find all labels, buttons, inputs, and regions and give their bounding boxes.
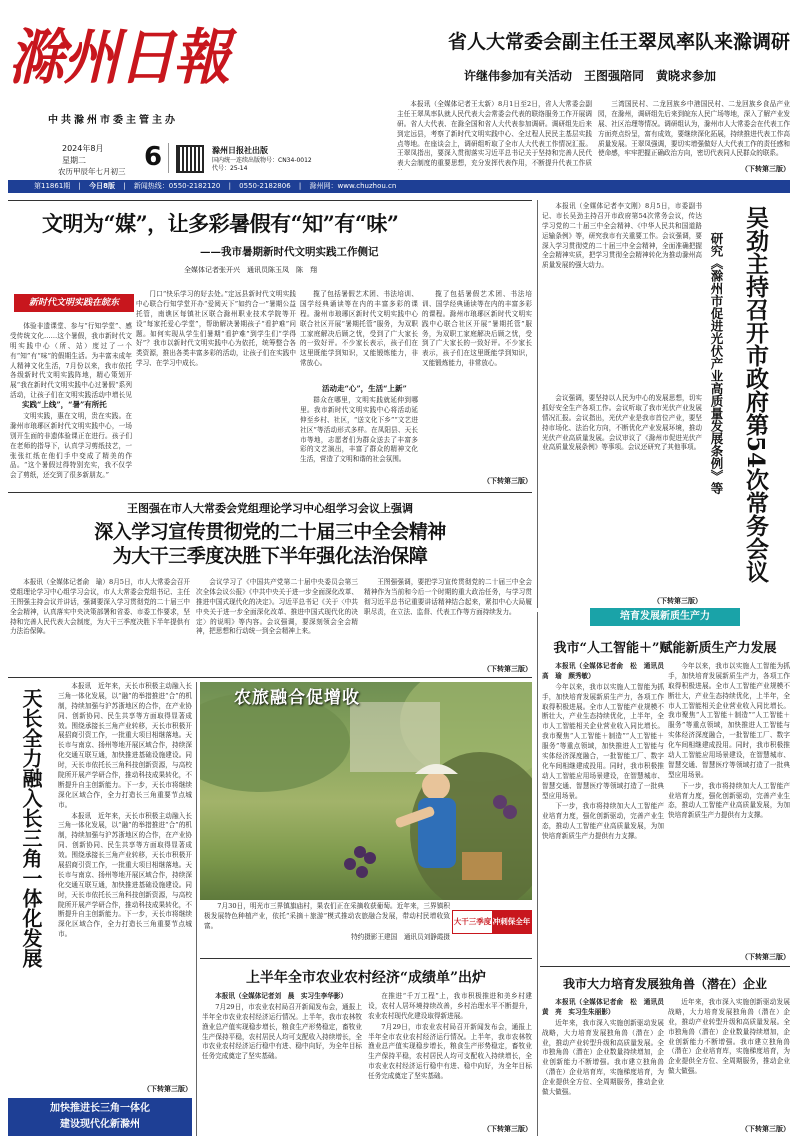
dujiao-col2: 近年来，我市深入实施创新驱动发展战略，大力培育发展独角兽（潜在）企业，推动产业转型升级和高质量发展。全市独角兽（潜在）企业数量持续增加，企业创新能力不断增强。我市建立独角兽（潜在）企业培育库，实施梯度培育，为企业提供全方位、全周期服务，推动企业做大做强。 xyxy=(668,998,790,1076)
agri-col1: 本报讯（全媒体记者刘 晨 实习生李华影） 7月29日，市农业农村局召开新闻发布会，通报上半年全市农业农村经济运行情况。上半年，我市农林牧渔业总产值实现稳步增长，粮食生产形势稳定，畜牧业生产保持平稳，农村居民人均可支配收入持续增长，全市农业农村经济运行稳中有进、稳中向好，为全年目标任务完成奠定了坚实基础。 xyxy=(202,992,362,1061)
tianchang-continued: （下转第三版） xyxy=(143,1084,192,1093)
page-count: 今日8版 xyxy=(89,182,115,190)
qr-code xyxy=(176,145,204,173)
wenming-title: 文明为“媒”，让多彩暑假有“知”有“味” xyxy=(42,211,399,236)
wenming-byline: 全媒体记者张开兴 通讯员陈玉凤 陈 翔 xyxy=(184,266,317,274)
publication-code: 国内统一连续出版物号：CN34-0012 xyxy=(212,157,312,164)
divider-right-col xyxy=(537,612,538,1136)
wenming-section-tag-label: 新时代文明实践在皖东 xyxy=(28,298,119,308)
dujiao-continued: （下转第三版） xyxy=(741,1124,790,1133)
fazhi-kicker: 王图强在市人大常委会党组理论学习中心组学习会议上强调 xyxy=(127,502,413,515)
fazhi-title-2: 为大干三季度决胜下半年强化法治保障 xyxy=(112,545,428,567)
fazhi-col1: 本报讯（全媒体记者俞 瑜）8月5日，市人大常委会召开党组理论学习中心组学习会议，市人大常委会党组书记、主任王图强主持会议并讲话，强调要深入学习贯彻党的二十届三中全会精神，认真落实中央决策部署和省委、市委工作要求，坚持和完善人民代表大会制度，为大干三季度决胜下半年提供有力法治保障。 xyxy=(10,578,190,636)
wenming-col1: 体验非遗课堂、参与“行知学堂”、感受传统文化……这个暑假，我市新时代文明实践中心（所、站）度过了一个有“知”有“味”的假期生活。为丰富未成年人精神文化生活，7月份以来，我市依托各级新时代文明实践阵地，精心策划开展“我在新时代文明实践中心过暑假“系列活动，让孩子们在文明实践活动中增长见 xyxy=(10,322,132,400)
agri-title: 上半年全市农业农村经济“成绩单”出炉 xyxy=(245,970,487,986)
wenming-col1b: 文明实践，惠在文明，贵在实践。在滁州市琅琊区新时代文明实践中心，一场别开生面的非遗体验课正在进行。孩子们在老师的指导下，认真学习剪纸技艺，一张张红纸在他们手中变成了精美的作品。“这个暑假过得特别充实，我不仅学会了剪纸，还交到了很多新朋友。” xyxy=(10,412,132,480)
banner-line-1: 加快推进长三角一体化 xyxy=(50,1103,150,1114)
wenming-continued: （下转第三版） xyxy=(483,476,532,485)
photo-title: 农旅融合促增收 xyxy=(234,688,360,708)
banner-line-2: 建设现代化新滁州 xyxy=(60,1119,140,1130)
wu-subtitle: 研究《滁州市促进光伏产业高质量发展条例》等 xyxy=(709,232,724,495)
date-block xyxy=(58,142,392,176)
masthead-org: 中共滁州市委主管主办 xyxy=(48,115,178,126)
ai-col2: 今年以来，我市以实施人工智能为抓手，加快培育发展新质生产力，各项工作取得积极进展。全市人工智能产业规模不断壮大，产业生态持续优化，上半年，全市人工智能相关企业营业收入同比增长。我市聚焦“人工智能＋制造”“人工智能＋服务”等重点领域，加快推进人工智能与实体经济深度融合，一批智能工厂、数字化车间相继建成投用。同时，我市积极推动人工智能应用场景建设，在智慧城市、智慧交通、智慧医疗等领域打造了一批典型应用场景。 下一步，我市将持续加大人工智能产业培育力度，强化创新驱动，完善产业生态，推动人工智能产业高质量发展，为加快培育新质生产力提供有力支撑。 xyxy=(668,662,790,820)
top-article-subtitle: 许继伟参加有关活动 王图强陪同 黄晓求参加 xyxy=(463,69,716,83)
ai-title: 我市“人工智能＋”赋能新质生产力发展 xyxy=(553,641,777,656)
ai-section-label-text: 培育发展新质生产力 xyxy=(620,611,710,622)
fazhi-col3: 王图强强调，要把学习宣传贯彻党的二十届三中全会精神作为当前和今后一个时期的重大政治任务，与学习贯彻习近平总书记重要讲话精神结合起来，紧扣中心大局履职尽责，在立法、监督、代表工作等方面持续发力。 xyxy=(364,578,532,616)
agri-col2: 在推进“千万工程”上，我市积极推进和美乡村建设，农村人居环境持续改善，乡村治理水平不断提升，农业农村现代化建设取得新进展。 7月29日，市农业农村局召开新闻发布会，通报上半年全市农业农村经济运行情况。上半年，我市农林牧渔业总产值实现稳步增长，粮食生产形势稳定，畜牧业生产保持平稳，农村居民人均可支配收入持续增长，全市农业农村经济运行稳中有进、稳中向好，为全年目标任务完成奠定了坚实基础。 xyxy=(368,992,532,1081)
top-article-title: 省人大常委会副主任王翠凤率队来滁调研 xyxy=(447,31,790,53)
top-article-col2: 三湾国民村、二龙回族乡中港国民村、二龙回族乡食品产业园，在滁州，调研组先后来到皖东人民广场等地，深入了解产业发展、社区治理等情况。调研组认为，滁州市人大常委会在代表工作方面亮点纷呈，富有成效，要继续深化拓展，持续推进代表工作高质量发展。王翠凤强调，要切实增强做好人大代表工作的责任感和使命感，牢牢把握正确政治方向，密切代表同人民群众的联系。 xyxy=(598,100,790,158)
wu-col1: 本报讯（全媒体记者李文刚）8月5日，市委副书记、市长吴劲主持召开市政府第54次常务会议，传达学习党的二十届三中全会精神、《中华人民共和国道路运输条例》等，研究我市有关重要工作。会议强调，要深入学习贯彻党的二十届三中全会精神，全面准确把握全会精神实质，把学习贯彻全会精神转化为推动滁州高质量发展的强大动力。 xyxy=(542,202,702,270)
wenming-col3: 门口“快乐学习的好去处。”定远县新时代文明实践中心联合行知学堂开办“爱阅天下”如约合一”暑期公益托管，南谯区每镇社区联合滁州职业技术学院等开设“每家托爱心学堂”，帮助解决暑期孩子“看护难”问题。如何实现从学生们暑期“看护难”到学生们“学得好”？我市以新时代文明实践中心为依托，统筹整合各类资源，推出各类丰富多彩的活动，让孩子们在实践中学习、在学习中成长。 xyxy=(136,290,296,368)
ad-hotline: 0550-2182806 xyxy=(239,182,291,190)
date-lunar: 农历甲辰年七月初三 xyxy=(58,167,126,176)
top-article-col1: 本报讯（全媒体记者王太新）8月1日至2日，省人大常委会副主任王翠凤率队就人民代表大会常委会代表的联络服务工作开展调研。省人大代表、在滁全国和省人大代表参加调研。调研组先后来到定远县，考察了新时代文明实践中心、全过程人民民主基层实践点等地。在座谈会上，调研组听取了全市人大代表工作情况汇报。王翠凤指出，要深入贯彻落实习近平总书记关于坚持和完善人民代表大会制度的重要思想，充分发挥代表作用，不断提升代表工作质 xyxy=(397,100,592,168)
campaign-badge xyxy=(452,910,532,934)
date-weekday: 星期二 xyxy=(62,156,86,165)
date-day: 6 xyxy=(144,142,163,172)
news-hotline: 新闻热线：0550-2182120 xyxy=(133,182,221,190)
ai-continued: （下转第三版） xyxy=(741,952,790,961)
fazhi-title-1: 深入学习宣传贯彻党的二十届三中全会精神 xyxy=(94,521,446,543)
wu-col2: 会议强调，要坚持以人民为中心的发展思想，切实抓好安全生产各项工作。会议听取了我市光伏产业发展情况汇报。会议指出，光伏产业是我市首位产业，要坚持市场化、法治化方向，不断优化产业发展环境，推动光伏产业高质量发展。会议审议了《滁州市促进光伏产业高质量发展条例》等事项。会议还研究了其他事项。 xyxy=(542,394,702,452)
website: 滁州网：www.chuzhou.cn xyxy=(309,182,397,190)
campaign-badge-left: 大干三季度 xyxy=(453,911,492,933)
postal-code: 代号：25-14 xyxy=(212,165,248,172)
wenming-section-tag xyxy=(14,294,134,312)
tianchang-bottom-banner xyxy=(8,1098,192,1136)
dujiao-title: 我市大力培育发展独角兽（潜在）企业 xyxy=(562,977,767,991)
dujiao-col1: 本报讯（全媒体记者俞 松 通讯员黄 亮 实习生朱丽影） 近年来，我市深入实施创新驱动发展战略，大力培育发展独角兽（潜在）企业，推动产业转型升级和高质量发展。全市独角兽（潜在）企业数量持续增加，企业创新能力不断增强。我市建立独角兽（潜在）企业培育库，实施梯度培育，为企业提供全方位、全周期服务，推动企业做大做强。 xyxy=(542,998,664,1097)
masthead-title: 滁州日報 xyxy=(8,23,229,93)
tianchang-body: 本报讯 近年来，天长市积极主动融入长三角一体化发展，以“融”的举措推进“合”的机制，持续加强与沪苏浙地区的合作，在产业协同、创新协同、民生共享等方面取得显著成效。围绕承接长三角产业转移，天长市积极开展招商引资工作，一批重大项目相继落地。天长市与南京、扬州等地开展区域合作，持续深化交通互联互通，加快推进基础设施建设。同时，天长市依托长三角科技创新资源，与高校院所开展产学研合作，推动科技成果转化，不断提升自主创新能力。下一步，天长市将继续深化区域合作，全力打造长三角重要节点城市。 本报讯 近年来，天长市积极主动融入长三角一体化发展，以“融”的举措推进“合”的机制，持续加强与沪苏浙地区的合作，在产业协同、创新协同、民生共享等方面取得显著成效。围绕承接长三角产业转移，天长市积极开展招商引资工作，一批重大项目相继落地。天长市与南京、扬州等地开展区域合作，持续深化交通互联互通，加快推进基础设施建设。同时，天长市依托长三角科技创新资源，与高校院所开展产学研合作，推动科技成果转化，不断提升自主创新能力。下一步，天长市将继续深化区域合作，全力打造长三角重要节点城市。 xyxy=(58,682,192,939)
publisher: 滁州日报社出版 xyxy=(212,146,268,155)
issue-number: 第11861期 xyxy=(34,182,71,190)
wenming-subhead2: 活动走“心”，生活“上新” xyxy=(322,384,407,393)
harvest-photo-scene xyxy=(200,682,532,900)
wu-continued: （下转第三版） xyxy=(653,596,702,605)
divider-dujiao-top xyxy=(540,966,790,967)
wenming-subtitle: ——我市暑期新时代文明实践工作侧记 xyxy=(200,246,379,258)
wenming-col5: 群众在哪里，文明实践就延伸到哪里。我市新时代文明实践中心将活动延伸至乡村、社区，“送文化下乡”“文艺进社区”等活动形式多样。在凤阳县、天长市等地，志愿者们为群众送去了丰富多彩的文艺演出，丰富了群众的精神文化生活，营造了文明和谐的社会氛围。 xyxy=(300,396,418,464)
ai-col1: 本报讯（全媒体记者俞 松 通讯员高 瑜 颜秀敏） 今年以来，我市以实施人工智能为抓手，加快培育发展新质生产力，各项工作取得积极进展。全市人工智能产业规模不断壮大，产业生态持续优化，上半年，全市人工智能相关企业营业收入同比增长。我市聚焦“人工智能＋制造”“人工智能＋服务”等重点领域，加快推进人工智能与实体经济深度融合，一批智能工厂、数字化车间相继建成投用。同时，我市积极推动人工智能应用场景建设，在智慧城市、智慧交通、智慧医疗等领域打造了一批典型应用场景。 下一步，我市将持续加大人工智能产业培育力度，强化创新驱动，完善产业生态，推动人工智能产业高质量发展，为加快培育新质生产力提供有力支撑。 xyxy=(542,662,664,841)
wu-title: 吴劲主持召开市政府第54次常务会议 xyxy=(742,206,769,584)
wenming-col4: 揽了包括暑假艺术团、书法培训、国学经典诵读等在内的丰富多彩的课程。滁州市琅琊区新时代文明实践中心联合社区开展“暑期托管”服务，为双职工家庭解决后顾之忧，受到了广大家长的一致好评。不少家长表示，孩子们在这里既能学到知识，又能锻炼能力，非常放心。 xyxy=(300,290,418,368)
divider-fazhi-top xyxy=(8,492,532,493)
divider-wenming-top xyxy=(8,200,532,201)
harvest-photo xyxy=(200,682,532,900)
date-month: 2024年8月 xyxy=(62,144,104,153)
ai-section-label xyxy=(590,608,740,626)
masthead-logo xyxy=(8,18,236,106)
agri-continued: （下转第三版） xyxy=(483,1124,532,1133)
wenming-col6: 揽了包括暑假艺术团、书法培训、国学经典诵读等在内的丰富多彩的课程。滁州市琅琊区新时代文明实践中心联合社区开展“暑期托管”服务，为双职工家庭解决后顾之忧，受到了广大家长的一致好评。不少家长表示，孩子们在这里既能学到知识，又能锻炼能力，非常放心。 xyxy=(422,290,532,368)
tianchang-title: 天长全力融入长三角一体化发展 xyxy=(19,688,43,968)
top-article-continued: （下转第三版） xyxy=(741,164,790,173)
wenming-subhead1: 实践“上线”，“暑”有所托 xyxy=(22,400,107,409)
divider-tianchang-top xyxy=(8,677,532,678)
campaign-badge-right: 冲刺保全年 xyxy=(492,911,531,933)
fazhi-continued: （下转第三版） xyxy=(483,664,532,673)
divider-agri-top xyxy=(200,958,532,959)
fazhi-col2: 会议学习了《中国共产党第二十届中央委员会第三次全体会议公报》《中共中央关于进一步全面深化改革、推进中国式现代化的决定》。习近平总书记《关于〈中共中央关于进一步全面深化改革、推进中国式现代化的决定〉的说明》等内容。会议强调，要深刻领会全会精神，把思想和行动统一到全会精神上来。 xyxy=(196,578,358,636)
divider-tianchang-right xyxy=(196,682,197,1136)
photo-caption: 7月30日，明光市三界镇旗庙村，果农们正在采摘收获葡萄。近年来，三界镇积极发展特色种植产业，依托“采摘＋旅游”模式推动农旅融合发展，带动村民增收致富。 特约摄影王建国 通讯员刘静霞摄 xyxy=(204,902,450,941)
info-bar: 第11861期 | 今日8版 | 新闻热线：0550-2182120 | 0550-2182806 | 滁州网：www.chuzhou.cn xyxy=(8,180,790,193)
divider-wu-left xyxy=(537,200,538,608)
photo-credit: 特约摄影王建国 通讯员刘静霞摄 xyxy=(351,932,450,941)
date-divider xyxy=(168,143,169,173)
